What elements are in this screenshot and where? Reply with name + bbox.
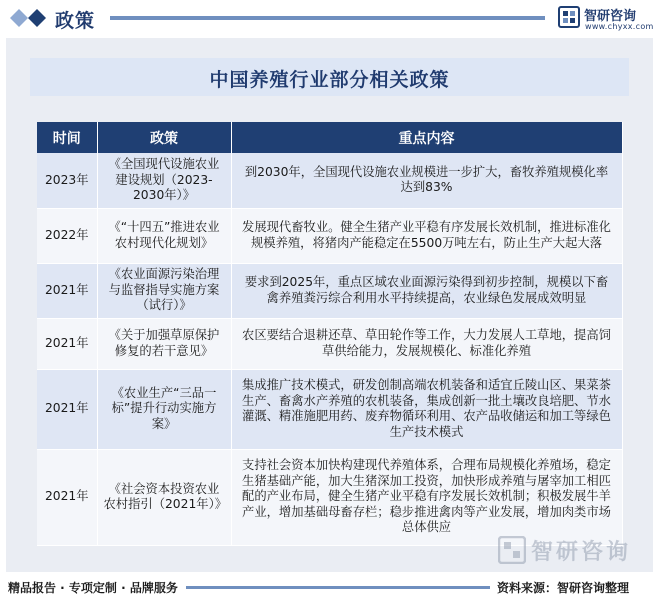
cell-policy: 《关于加强草原保护修复的若干意见》 <box>97 318 231 369</box>
table-row <box>37 153 622 208</box>
footer-services: 精品报告 · 专项定制 · 品牌服务 <box>8 581 178 595</box>
page-footer <box>0 572 659 600</box>
page-header <box>0 0 659 36</box>
cell-year: 2023年 <box>37 153 97 208</box>
watermark <box>498 534 648 566</box>
cell-year: 2022年 <box>37 208 97 263</box>
policy-table <box>37 122 623 546</box>
cell-policy: 《“十四五”推进农业农村现代化规划》 <box>97 208 231 263</box>
cell-year: 2021年 <box>37 263 97 318</box>
table-row <box>37 263 622 318</box>
cell-policy: 《社会资本投资农业农村指引（2021年）》 <box>97 449 231 545</box>
brand-name: 智研咨询 <box>584 9 637 24</box>
cell-key-content: 发展现代畜牧业。健全生猪产业平稳有序发展长效机制，推进标准化规模养殖，将猪肉产能稳定在5500万吨左右，防止生产大起大落 <box>231 208 622 263</box>
column-header-key-content: 重点内容 <box>231 122 622 153</box>
footer-divider <box>186 586 490 589</box>
cell-year: 2021年 <box>37 449 97 545</box>
watermark-text: 智研咨询 <box>531 540 632 565</box>
table-header-row <box>37 122 622 153</box>
cell-year: 2021年 <box>37 318 97 369</box>
table-row <box>37 449 622 545</box>
cell-policy: 《农业面源污染治理与监督指导实施方案（试行）》 <box>97 263 231 318</box>
double-diamond-icon <box>10 9 50 27</box>
cell-key-content: 支持社会资本加快构建现代养殖体系，合理布局规模化养殖场，稳定生猪基础产能，加大生猪深加工投资，加快形成养殖与屠宰加工相匹配的产业布局，健全生猪产业平稳有序发展长效机制；积极发展牛羊产业，增加基础母畜存栏；稳步推进禽肉等产业发展，增加肉类市场总体供应 <box>231 449 622 545</box>
cell-policy: 《农业生产“三品一标”提升行动实施方案》 <box>97 369 231 449</box>
brand-mark-icon <box>558 6 580 28</box>
cell-year: 2021年 <box>37 369 97 449</box>
cell-key-content: 集成推广技术模式，研发创制高端农机装备和适宜丘陵山区、果菜茶生产、畜禽水产养殖的农机装备，集成创新一批土壤改良培肥、节水灌溉、精准施肥用药、废弃物循环利用、农产品收储运和加工等绿色生产技术模式 <box>231 369 622 449</box>
section-title: 政策 <box>55 10 96 32</box>
table-row <box>37 369 622 449</box>
watermark-logo-icon <box>498 536 526 564</box>
table-row <box>37 208 622 263</box>
table-row <box>37 318 622 369</box>
column-header-time: 时间 <box>37 122 97 153</box>
brand-url: www.chyxx.com <box>585 22 654 31</box>
document-title: 中国养殖行业部分相关政策 <box>209 69 450 91</box>
cell-key-content: 农区要结合退耕还草、草田轮作等工作，大力发展人工草地，提高饲草供给能力，发展规模化、标准化养殖 <box>231 318 622 369</box>
column-header-policy: 政策 <box>97 122 231 153</box>
header-divider <box>110 16 545 20</box>
cell-key-content: 要求到2025年，重点区域农业面源污染得到初步控制，规模以下畜禽养殖粪污综合利用水平持续提高，农业绿色发展成效明显 <box>231 263 622 318</box>
document-title-band <box>30 58 629 96</box>
brand-logo <box>558 4 654 34</box>
cell-key-content: 到2030年，全国现代设施农业规模进一步扩大，畜牧养殖规模化率达到83% <box>231 153 622 208</box>
cell-policy: 《全国现代设施农业建设规划（2023-2030年）》 <box>97 153 231 208</box>
footer-source: 资料来源：智研咨询整理 <box>497 581 630 595</box>
